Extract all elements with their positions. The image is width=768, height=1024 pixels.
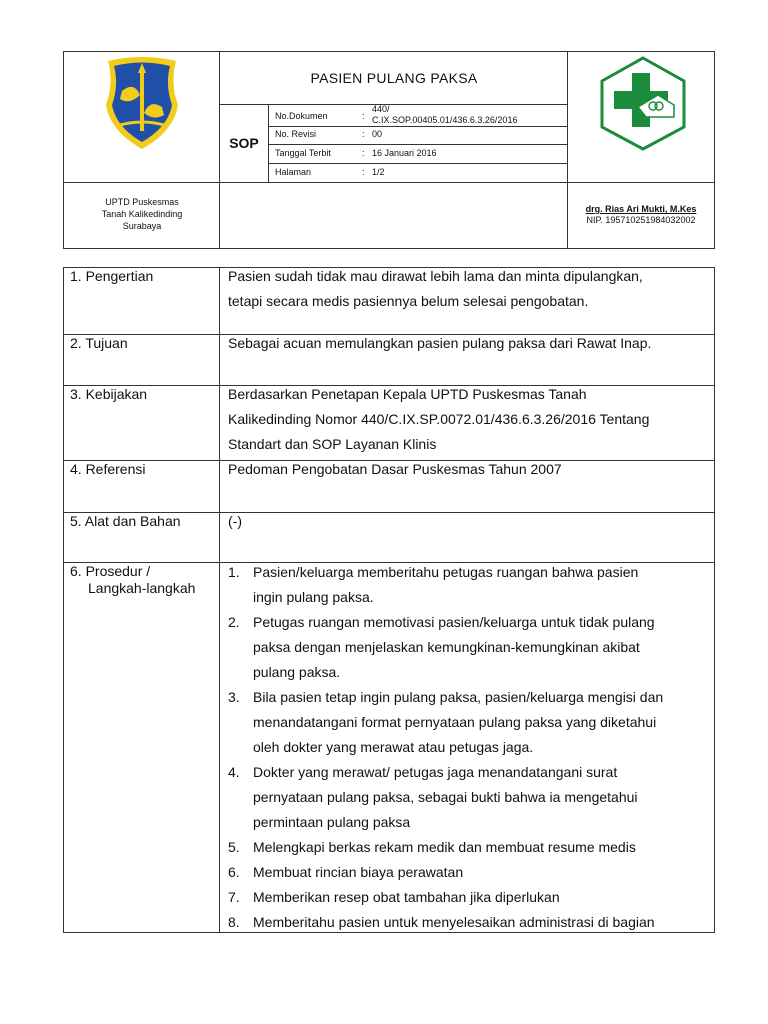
puskesmas-logo bbox=[598, 55, 688, 151]
meta-value-cont: C.IX.SOP.00405.01/436.6.3.26/2016 bbox=[372, 115, 518, 125]
meta-separator: : bbox=[362, 129, 365, 139]
procedure-steps-list bbox=[228, 560, 712, 935]
meta-separator: : bbox=[362, 111, 365, 121]
text-line: (-) bbox=[228, 513, 242, 529]
section-label-kebijakan: 3. Kebijakan bbox=[70, 386, 148, 402]
step-line: Memberitahu pasien untuk menyelesaikan administrasi di bagian bbox=[253, 914, 655, 930]
step-number: 3. bbox=[228, 689, 240, 705]
step-line: Membuat rincian biaya perawatan bbox=[253, 864, 464, 880]
step-number: 7. bbox=[228, 889, 240, 905]
procedure-step bbox=[228, 760, 712, 835]
meta-separator: : bbox=[362, 167, 365, 177]
step-line: menandatangani format pernyataan pulang paksa yang diketahui bbox=[253, 714, 657, 730]
step-number: 2. bbox=[228, 614, 240, 630]
section-label-referensi: 4. Referensi bbox=[70, 461, 146, 477]
step-line: Bila pasien tetap ingin pulang paksa, pasien/keluarga mengisi dan bbox=[253, 689, 664, 705]
sop-label: SOP bbox=[229, 135, 259, 151]
text-line: Kalikedinding Nomor 440/C.IX.SP.0072.01/436.6.3.26/2016 Tentang bbox=[228, 411, 650, 427]
text-line: tetapi secara medis pasiennya belum selesai pengobatan. bbox=[228, 293, 589, 309]
text-line: Pasien sudah tidak mau dirawat lebih lama dan minta dipulangkan, bbox=[228, 268, 643, 284]
step-line: permintaan pulang paksa bbox=[253, 814, 411, 830]
signatory-name: drg. Rias Ari Mukti, M.Kes bbox=[585, 204, 697, 214]
document-title: PASIEN PULANG PAKSA bbox=[310, 70, 478, 86]
text-line: Sebagai acuan memulangkan pasien pulang paksa dari Rawat Inap. bbox=[228, 335, 652, 351]
meta-label: Tanggal Terbit bbox=[275, 148, 331, 158]
step-line: Melengkapi berkas rekam medik dan membuat resume medis bbox=[253, 839, 636, 855]
step-line: Petugas ruangan memotivasi pasien/keluarga untuk tidak pulang bbox=[253, 614, 655, 630]
section-text-referensi bbox=[228, 457, 710, 482]
label-line: 6. Prosedur / bbox=[70, 563, 151, 579]
section-text-kebijakan bbox=[228, 382, 710, 457]
section-text-pengertian bbox=[228, 264, 710, 314]
procedure-step bbox=[228, 885, 712, 910]
org-line: Surabaya bbox=[122, 221, 162, 231]
step-line: Dokter yang merawat/ petugas jaga menandatangani surat bbox=[253, 764, 618, 780]
meta-label: No. Revisi bbox=[275, 129, 317, 139]
signatory bbox=[568, 204, 714, 226]
step-line: pernyataan pulang paksa, sebagai bukti bahwa ia mengetahui bbox=[253, 789, 638, 805]
meta-label: No.Dokumen bbox=[275, 111, 328, 121]
procedure-step bbox=[228, 860, 712, 885]
step-line: Memberikan resep obat tambahan jika diperlukan bbox=[253, 889, 560, 905]
signatory-nip: NIP. 195710251984032002 bbox=[586, 215, 696, 225]
procedure-step bbox=[228, 610, 712, 685]
procedure-step bbox=[228, 685, 712, 760]
step-line: pulang paksa. bbox=[253, 664, 341, 680]
step-number: 6. bbox=[228, 864, 240, 880]
meta-value: 16 Januari 2016 bbox=[372, 148, 437, 158]
section-text-alat-bahan bbox=[228, 509, 710, 534]
section-text-tujuan bbox=[228, 331, 710, 356]
section-label-tujuan: 2. Tujuan bbox=[70, 335, 128, 351]
step-line: ingin pulang paksa. bbox=[253, 589, 374, 605]
meta-value: 1/2 bbox=[372, 167, 385, 177]
city-emblem-logo bbox=[100, 55, 184, 153]
meta-value: 00 bbox=[372, 129, 383, 139]
organization-name bbox=[64, 196, 220, 232]
step-number: 8. bbox=[228, 914, 240, 930]
meta-label: Halaman bbox=[275, 167, 312, 177]
step-line: paksa dengan menjelaskan kemungkinan-kemungkinan akibat bbox=[253, 639, 640, 655]
meta-separator: : bbox=[362, 148, 365, 158]
text-line: Berdasarkan Penetapan Kepala UPTD Puskesmas Tanah bbox=[228, 386, 587, 402]
text-line: Pedoman Pengobatan Dasar Puskesmas Tahun 2007 bbox=[228, 461, 562, 477]
step-number: 5. bbox=[228, 839, 240, 855]
text-line: Standart dan SOP Layanan Klinis bbox=[228, 436, 437, 452]
org-line: Tanah Kalikedinding bbox=[101, 209, 183, 219]
org-line: UPTD Puskesmas bbox=[105, 197, 179, 207]
step-number: 4. bbox=[228, 764, 240, 780]
procedure-step bbox=[228, 835, 712, 860]
section-label-pengertian: 1. Pengertian bbox=[70, 268, 154, 284]
procedure-step bbox=[228, 560, 712, 610]
section-label-prosedur bbox=[70, 563, 195, 597]
meta-value: 440/ bbox=[372, 104, 390, 114]
section-label-alat-bahan: 5. Alat dan Bahan bbox=[70, 513, 181, 529]
procedure-step bbox=[228, 910, 712, 935]
step-line: Pasien/keluarga memberitahu petugas ruangan bahwa pasien bbox=[253, 564, 639, 580]
step-line: oleh dokter yang merawat atau petugas jaga. bbox=[253, 739, 534, 755]
label-line: Langkah-langkah bbox=[88, 580, 196, 596]
step-number: 1. bbox=[228, 564, 240, 580]
